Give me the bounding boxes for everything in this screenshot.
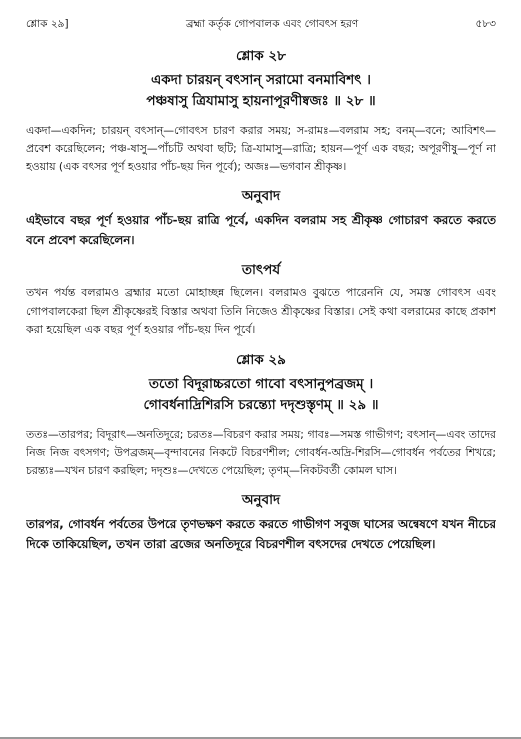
verse-28-translation: এইভাবে বছর পূর্ণ হওয়ার পাঁচ-ছয় রাত্রি পূর্বে, একদিন বলরাম সহ শ্রীকৃষ্ণ গোচারণ করতে করতে বনে প্রবেশ করেছিলেন।: [26, 213, 496, 247]
verse-28-translation-heading: অনুবাদ: [241, 188, 281, 204]
verse-28-title: শ্লোক ২৮: [236, 48, 286, 64]
verse-29-line-2: গোবর্ধনাদ্রিশিরসি চরন্ত্যো দদৃশুস্তৃণম্‌ ॥ ২৯ ॥: [143, 396, 379, 413]
running-header: [26, 14, 496, 34]
verse-29-title: শ্লোক ২৯: [236, 351, 286, 368]
page-number: ৫৮৩: [475, 18, 496, 30]
verse-29-line-1: ততো বিদূরাচ্চরতো গাবো বৎসানুপব্রজম্‌ ।: [148, 375, 374, 392]
verse-28-line-1: একদা চারয়ন্‌ বৎসান্‌ সরামো বনমাবিশৎ ।: [151, 72, 371, 88]
verse-29-translation: তারপর, গোবর্ধন পর্বতের উপরে তৃণভক্ষণ করতে করতে গাভীগণ সবুজ ঘাসের অন্বেষণে যখন নীচের দিকে তাকিয়েছিল, তখন তারা ব্রজের অনতিদূরে বিচরণশীল বৎসদের দেখতে পেয়েছিল।: [26, 516, 496, 551]
book-page: [26, 14, 496, 729]
verse-29-synonyms: ততঃ—তারপর; বিদূরাৎ—অনতিদূরে; চরতঃ—বিচরণ করার সময়; গাবঃ—সমস্ত গাভীগণ; বৎসান্‌—এবং তাদের নিজ নিজ বৎসগণ; উপব্রজম্‌—বৃন্দাবনের নিকটে বিচরণশীল; গোবর্ধন-অদ্রি-শিরসি—গোবর্ধন পর্বতের শিখরে; চরন্ত্যঃ—যখন চারণ করছিল; দদৃশুঃ—দেখতে পেয়েছিল; তৃণম্‌—নিকটবর্তী কোমল ঘাস।: [26, 427, 496, 477]
verse-29-text: [26, 374, 496, 416]
header-verse-ref: শ্লোক ২৯]: [26, 18, 69, 30]
verse-28-synonyms: একদা—একদিন; চারয়ন্‌ বৎসান্‌—গোবৎস চারণ করার সময়; স-রামঃ—বলরাম সহ; বনম্‌—বনে; আবিশৎ—প্রবেশ করেছিলেন; পঞ্চ-ষাসু—পাঁচটি অথবা ছটি; ত্রি-যামাসু—রাত্রি; হায়ন—পূর্ণ এক বছর; অপূরণীষু—পূর্ণ না হওয়ায় (এক বৎসর পূর্ণ হওয়ার পাঁচ-ছয় দিন পূর্বে); অজঃ—ভগবান শ্রীকৃষ্ণ।: [26, 124, 496, 173]
verse-28-text: [26, 70, 496, 112]
header-chapter-title: ব্রহ্মা কর্তৃক গোপবালক এবং গোবৎস হরণ: [185, 18, 359, 30]
verse-29-translation-heading: অনুবাদ: [241, 491, 281, 508]
verse-28-purport: তখন পর্যন্ত বলরামও ব্রহ্মার মতো মোহাচ্ছন্ন ছিলেন। বলরামও বুঝতে পারেননি যে, সমস্ত গোবৎস এবং গোপবালকেরা ছিল শ্রীকৃষ্ণেরই বিস্তার অথবা তিনি নিজেও শ্রীকৃষ্ণের বিস্তার। সেই কথা বলরামের কাছে প্রকাশ করা হয়েছিল এক বছর পূর্ণ হওয়ার পাঁচ-ছয় দিন পূর্বে।: [26, 286, 496, 336]
verse-28-line-2: পঞ্চষাসু ত্রিযামাসু হায়নাপূরণীষ্বজঃ ॥ ২৮ ॥: [146, 93, 376, 109]
verse-28-purport-heading: তাৎপর্য: [241, 262, 281, 278]
